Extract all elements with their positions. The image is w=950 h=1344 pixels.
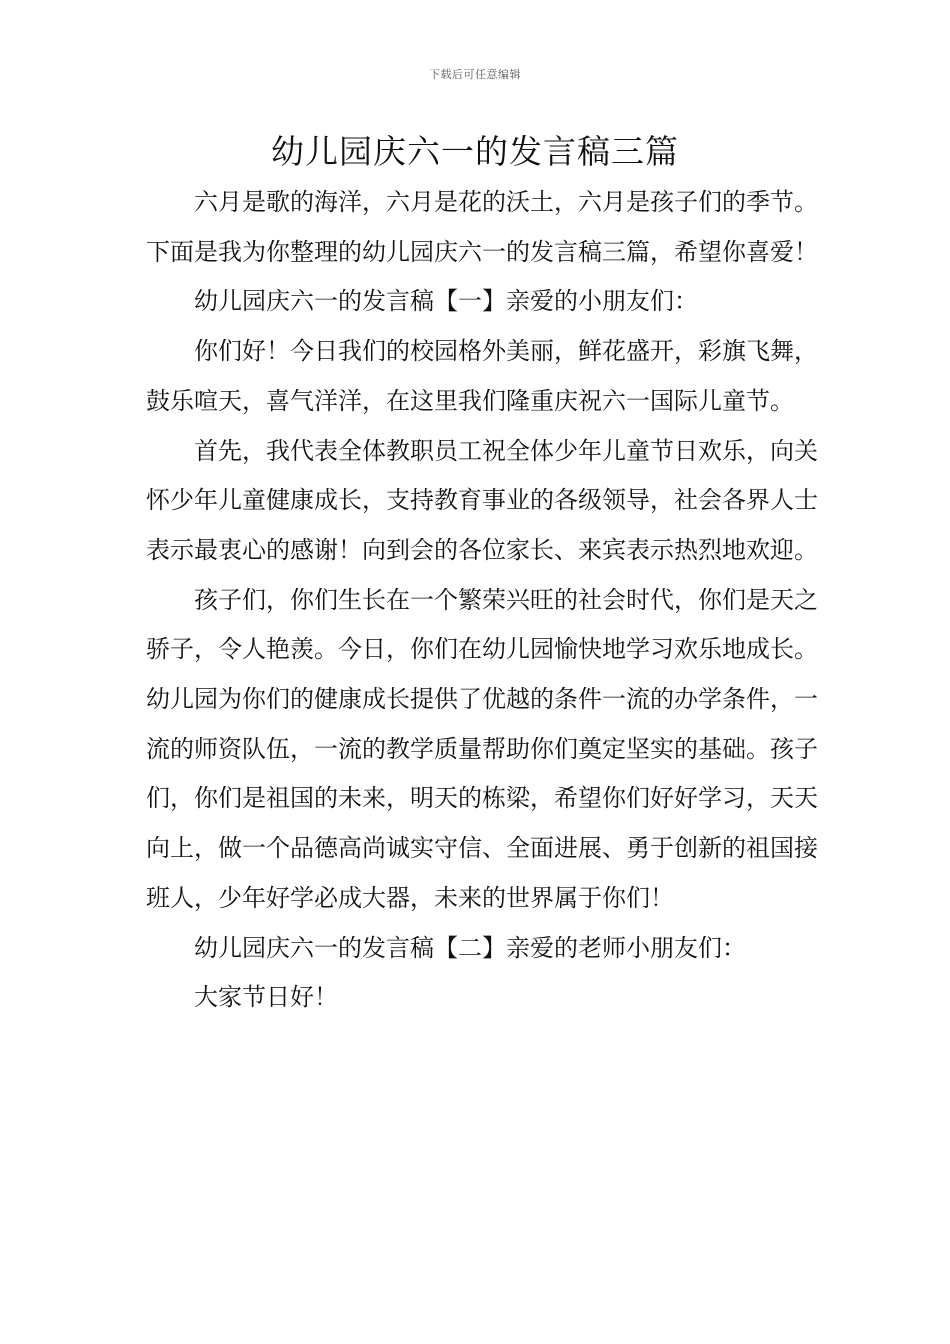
paragraph-holiday-greeting: 大家节日好！ xyxy=(194,983,338,1012)
document-title: 幼儿园庆六一的发言稿三篇 xyxy=(271,132,679,171)
paragraph-speech-two-heading: 幼儿园庆六一的发言稿【二】亲爱的老师小朋友们： xyxy=(194,933,746,962)
paragraph-speech-one-heading: 幼儿园庆六一的发言稿【一】亲爱的小朋友们： xyxy=(194,287,698,316)
paragraph-thanks: 首先，我代表全体教职员工祝全体少年儿童节日欢乐，向关怀少年儿童健康成长，支持教育事业的各级领导，社会各界人士表示最衷心的感谢！向到会的各位家长、来宾表示热烈地欢迎。 xyxy=(146,436,818,564)
header-note: 下载后可任意编辑 xyxy=(429,68,521,81)
paragraph-greeting: 你们好！今日我们的校园格外美丽，鲜花盛开，彩旗飞舞，鼓乐喧天，喜气洋洋，在这里我们隆重庆祝六一国际儿童节。 xyxy=(146,337,818,415)
paragraph-children: 孩子们，你们生长在一个繁荣兴旺的社会时代，你们是天之骄子，令人艳羡。今日，你们在幼儿园愉快地学习欢乐地成长。幼儿园为你们的健康成长提供了优越的条件一流的办学条件，一流的师资队伍，一流的教学质量帮助你们奠定坚实的基础。孩子们，你们是祖国的未来，明天的栋梁，希望你们好好学习，天天向上，做一个品德高尚诚实守信、全面进展、勇于创新的祖国接班人，少年好学必成大器，未来的世界属于你们！ xyxy=(146,585,818,912)
document-body xyxy=(146,178,818,1023)
paragraph-intro: 六月是歌的海洋，六月是花的沃土，六月是孩子们的季节。下面是我为你整理的幼儿园庆六一的发言稿三篇，希望你喜爱！ xyxy=(146,188,818,266)
